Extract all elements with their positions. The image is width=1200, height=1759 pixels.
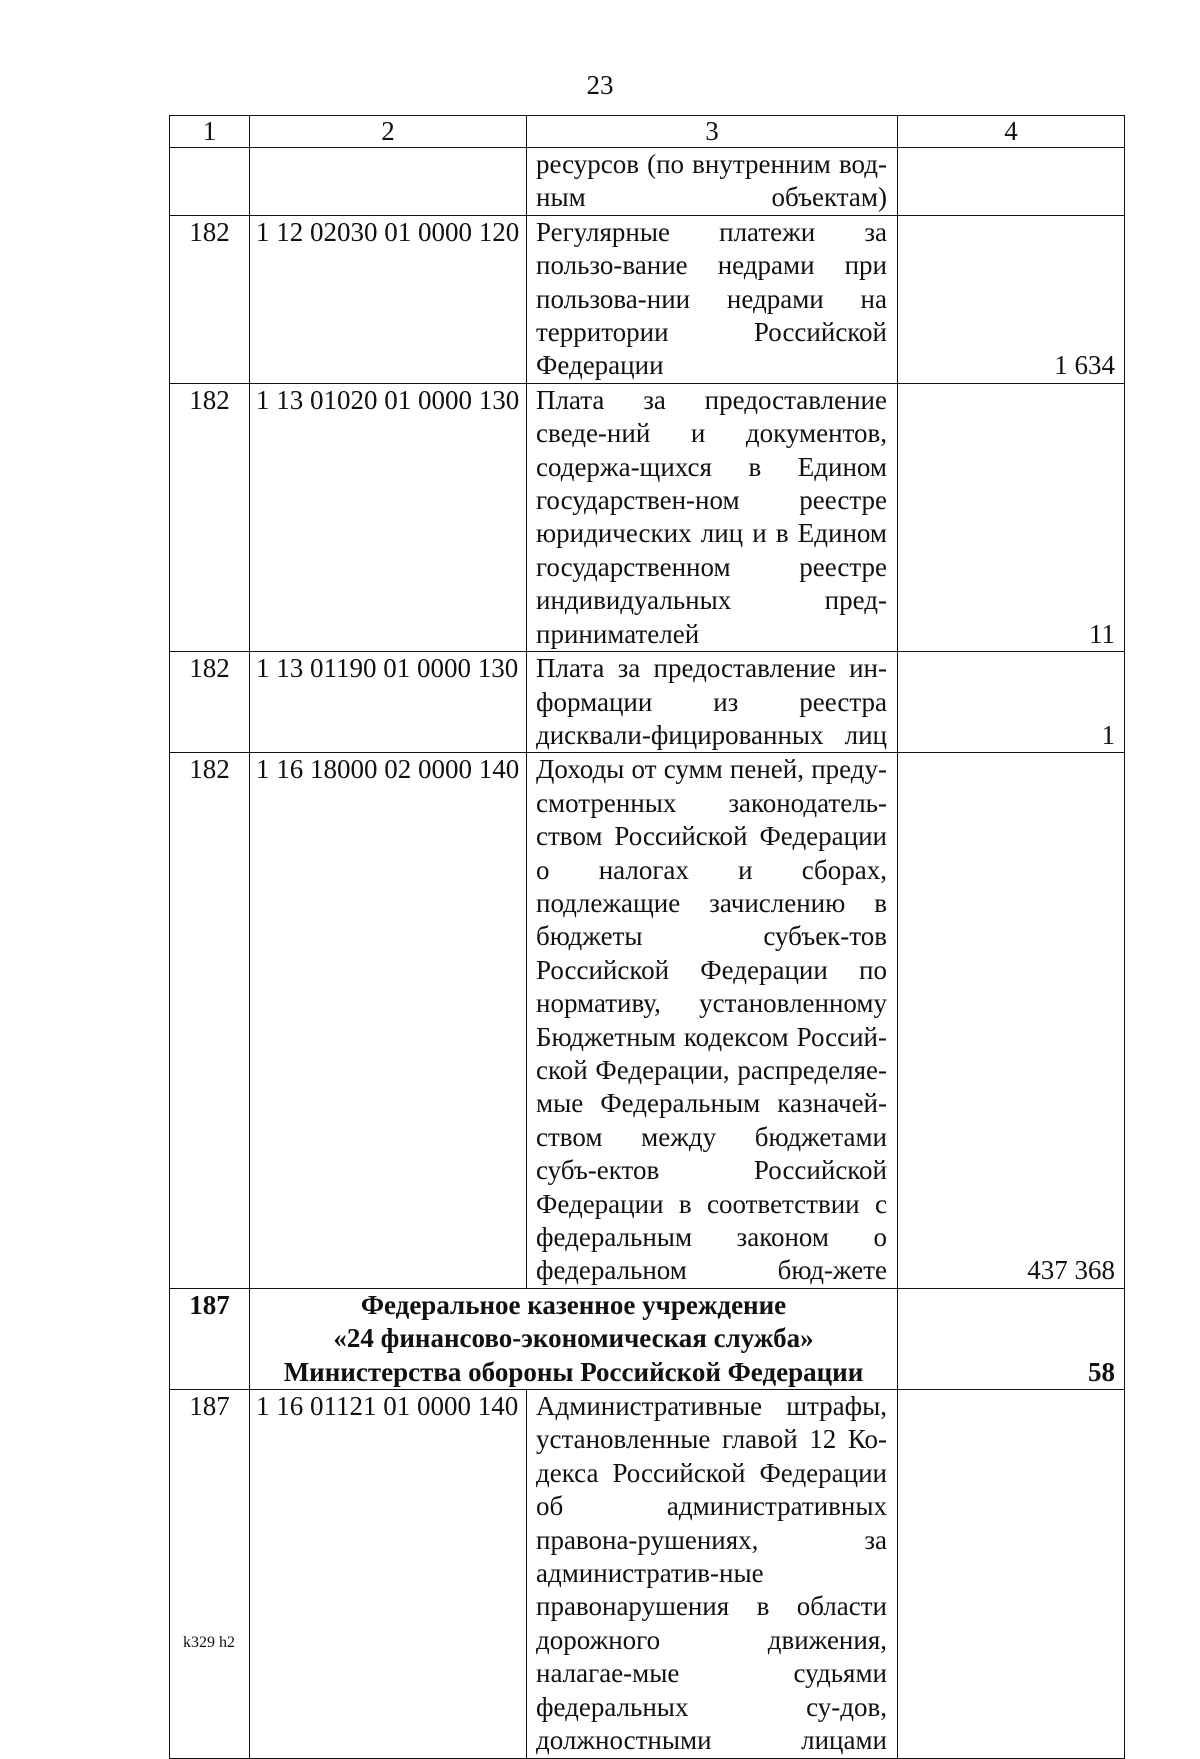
- section-total-amount: 58: [898, 1288, 1125, 1389]
- amount-cell: [898, 1390, 1125, 1758]
- kbk-code-cell: 1 16 01121 01 0000 140: [250, 1390, 527, 1758]
- kbk-code-cell: [250, 148, 527, 216]
- kbk-code-cell: 1 13 01190 01 0000 130: [250, 652, 527, 753]
- amount-cell: [898, 148, 1125, 216]
- revenue-table: [169, 115, 1125, 1759]
- table-row: [170, 753, 1125, 1289]
- table-row: [170, 148, 1125, 216]
- admin-code-cell: [170, 148, 250, 216]
- kbk-code-cell: 1 13 01020 01 0000 130: [250, 383, 527, 651]
- amount-cell: 1 634: [898, 215, 1125, 383]
- description-cell: Доходы от сумм пеней, преду-смотренных законодатель-ством Российской Федерации о налогах и сборах, подлежащие зачислению в бюджеты субъек-тов Российской Федерации по нормативу, установленному Бюджетным кодексом Россий-ской Федерации, распределяе-мые Федеральным казначей-ством между бюджетами субъ-ектов Российской Федерации в соответствии с федеральным законом о федеральном бюд-жете: [527, 753, 898, 1289]
- organization-name: [250, 1288, 898, 1389]
- description-cell: ресурсов (по внутренним вод-ным объектам): [527, 148, 898, 216]
- organization-name-line: Федеральное казенное учреждение: [360, 1289, 787, 1320]
- admin-code-cell: 187: [170, 1390, 250, 1758]
- kbk-code-cell: 1 12 02030 01 0000 120: [250, 215, 527, 383]
- column-header-3: 3: [527, 116, 898, 148]
- table-row: [170, 215, 1125, 383]
- column-header-2: 2: [250, 116, 527, 148]
- description-cell: Плата за предоставление сведе-ний и документов, содержа-щихся в Едином государствен-ном реестре юридических лиц и в Едином государственном реестре индивидуальных пред-принимателей: [527, 383, 898, 651]
- amount-cell: 437 368: [898, 753, 1125, 1289]
- table-row: [170, 383, 1125, 651]
- organization-name-line: Министерства обороны Российской Федерации: [283, 1356, 864, 1387]
- organization-section-row: [170, 1288, 1125, 1389]
- column-header-4: 4: [898, 116, 1125, 148]
- column-header-1: 1: [170, 116, 250, 148]
- admin-code-cell: 182: [170, 383, 250, 651]
- admin-code-cell: 187: [170, 1288, 250, 1389]
- amount-cell: 11: [898, 383, 1125, 651]
- description-cell: Регулярные платежи за пользо-вание недрами при пользова-нии недрами на территории Российской Федерации: [527, 215, 898, 383]
- description-cell: Плата за предоставление ин-формации из реестра дисквали-фицированных лиц: [527, 652, 898, 753]
- amount-cell: 1: [898, 652, 1125, 753]
- admin-code-cell: 182: [170, 215, 250, 383]
- admin-code-cell: 182: [170, 753, 250, 1289]
- admin-code-cell: 182: [170, 652, 250, 753]
- table-header-row: [170, 116, 1125, 148]
- table-row: [170, 652, 1125, 753]
- footer-document-code: k329 h2: [183, 1634, 235, 1651]
- description-cell: Административные штрафы, установленные главой 12 Ко-декса Российской Федерации об административных правона-рушениях, за административ-ные правонарушения в области дорожного движения, налагае-мые судьями федеральных су-дов, должностными лицами: [527, 1390, 898, 1758]
- kbk-code-cell: 1 16 18000 02 0000 140: [250, 753, 527, 1289]
- page-number: 23: [586, 70, 614, 100]
- table-row: [170, 1390, 1125, 1758]
- organization-name-line: «24 финансово-экономическая служба»: [333, 1323, 814, 1354]
